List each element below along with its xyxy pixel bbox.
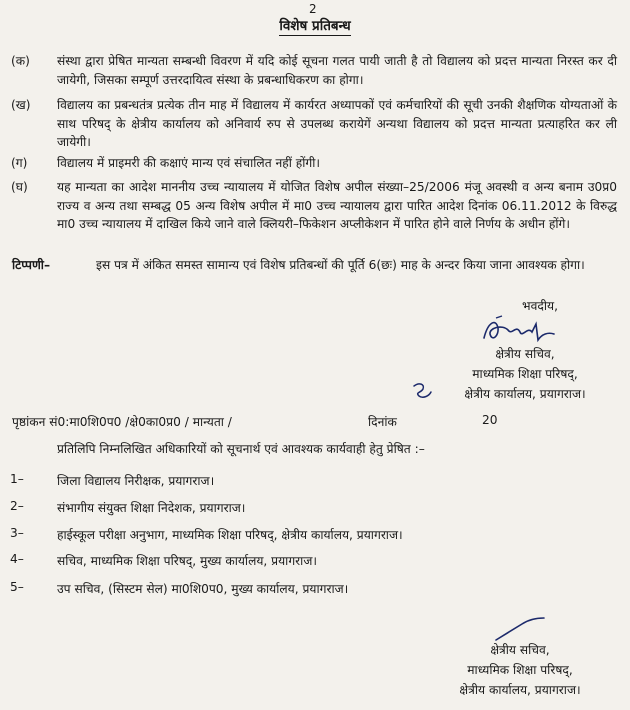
clause-mark: (ख) bbox=[11, 98, 31, 112]
copy-list-number: 1– bbox=[10, 472, 24, 486]
page-number: 2 bbox=[309, 2, 317, 16]
copy-list-number: 5– bbox=[10, 580, 24, 594]
copy-list-text: जिला विद्यालय निरीक्षक, प्रयागराज। bbox=[57, 474, 215, 488]
signature-image bbox=[478, 314, 558, 348]
copy-list-text: संभागीय संयुक्त शिक्षा निदेशक, प्रयागराज। bbox=[57, 501, 246, 515]
section-heading bbox=[0, 16, 630, 34]
signatory-title: क्षेत्रीय सचिव, bbox=[490, 643, 550, 657]
copy-list-text: हाईस्कूल परीक्षा अनुभाग, माध्यमिक शिक्षा परिषद्, क्षेत्रीय कार्यालय, प्रयागराज। bbox=[57, 528, 403, 542]
signatory-block bbox=[430, 344, 620, 404]
signatory-board: माध्यमिक शिक्षा परिषद्, bbox=[467, 663, 573, 677]
closing-text: भवदीय, bbox=[522, 299, 558, 313]
clause-text: यह मान्यता का आदेश माननीय उच्च न्यायालय में योजित विशेष अपील संख्या–25/2006 मंजू अवस्थी व अन्य बनाम उ0प्र0 राज्य व अन्य तथा सम्बद्ध 05 अन्य विशेष अपील में मा0 उच्च न्यायालय द्वारा पारित आदेश दिनांक 06.11.2012 के विरुद्ध मा0 उच्च न्यायालय में दाखिल किये जाने वाले क्लियरी–फिकेशन अप्लीकेशन में पारित होने वाले निर्णय के अधीन होंगे। bbox=[57, 180, 617, 231]
endorsement-date-label: दिनांक bbox=[368, 415, 397, 429]
note-label: टिप्पणी– bbox=[12, 258, 51, 272]
clause-mark: (ग) bbox=[11, 156, 28, 170]
clause-text: विद्यालय में प्राइमरी की कक्षाएं मान्य एवं संचालित नहीं होंगी। bbox=[57, 156, 321, 170]
copy-intro: प्रतिलिपि निम्नलिखित अधिकारियों को सूचनार्थ एवं आवश्यक कार्यवाही हेतु प्रेषित :– bbox=[57, 442, 425, 456]
copy-list-text: उप सचिव, (सिस्टम सेल) मा0शि0प0, मुख्य कार्यालय, प्रयागराज। bbox=[57, 582, 349, 596]
copy-list-number: 4– bbox=[10, 552, 24, 566]
copy-list-text: सचिव, माध्यमिक शिक्षा परिषद्, मुख्य कार्यालय, प्रयागराज। bbox=[57, 554, 317, 568]
endorsement-year: 20 bbox=[482, 413, 498, 427]
clause-text: विद्यालय का प्रबन्धतंत्र प्रत्येक तीन माह में विद्यालय में कार्यरत अध्यापकों एवं कर्मचारियों की सूची उनकी शैक्षणिक योग्यताओं के साथ परिषद् के क्षेत्रीय कार्यालय को अनिवार्य रुप से उपलब्ध करायेगें अन्यथा विद्यालय को प्रदत्त मान्यता प्रत्याहरित कर ली जायेगी। bbox=[57, 98, 617, 149]
signatory-board: माध्यमिक शिक्षा परिषद्, bbox=[472, 367, 578, 381]
copy-list-number: 3– bbox=[10, 526, 24, 540]
signatory-title: क्षेत्रीय सचिव, bbox=[495, 347, 555, 361]
clause-mark: (घ) bbox=[11, 180, 28, 194]
signatory-office: क्षेत्रीय कार्यालय, प्रयागराज। bbox=[459, 683, 581, 697]
clause-text: संस्था द्वारा प्रेषित मान्यता सम्बन्धी विवरण में यदि कोई सूचना गलत पायी जाती है तो विद्यालय को प्रदत्त मान्यता निरस्त कर दी जायेगी, जिसका सम्पूर्ण उत्तरदायित्व संस्था के प्रबन्धाधिकरण का होगा। bbox=[57, 54, 617, 87]
signatory-office: क्षेत्रीय कार्यालय, प्रयागराज। bbox=[464, 387, 586, 401]
note-text: इस पत्र में अंकित समस्त सामान्य एवं विशेष प्रतिबन्धों की पूर्ति 6(छः) माह के अन्दर किया जाना आवश्यक होगा। bbox=[96, 258, 585, 272]
copy-list-number: 2– bbox=[10, 499, 24, 513]
signatory-block-2 bbox=[420, 640, 620, 700]
endorsement-ref: पृष्ठांकन सं0:मा0शि0प0 /क्षे0का0प्र0 / मान्यता / bbox=[12, 415, 232, 429]
handwritten-mark bbox=[411, 380, 435, 400]
clause-mark: (क) bbox=[11, 54, 30, 68]
heading-text: विशेष प्रतिबन्ध bbox=[279, 18, 351, 34]
